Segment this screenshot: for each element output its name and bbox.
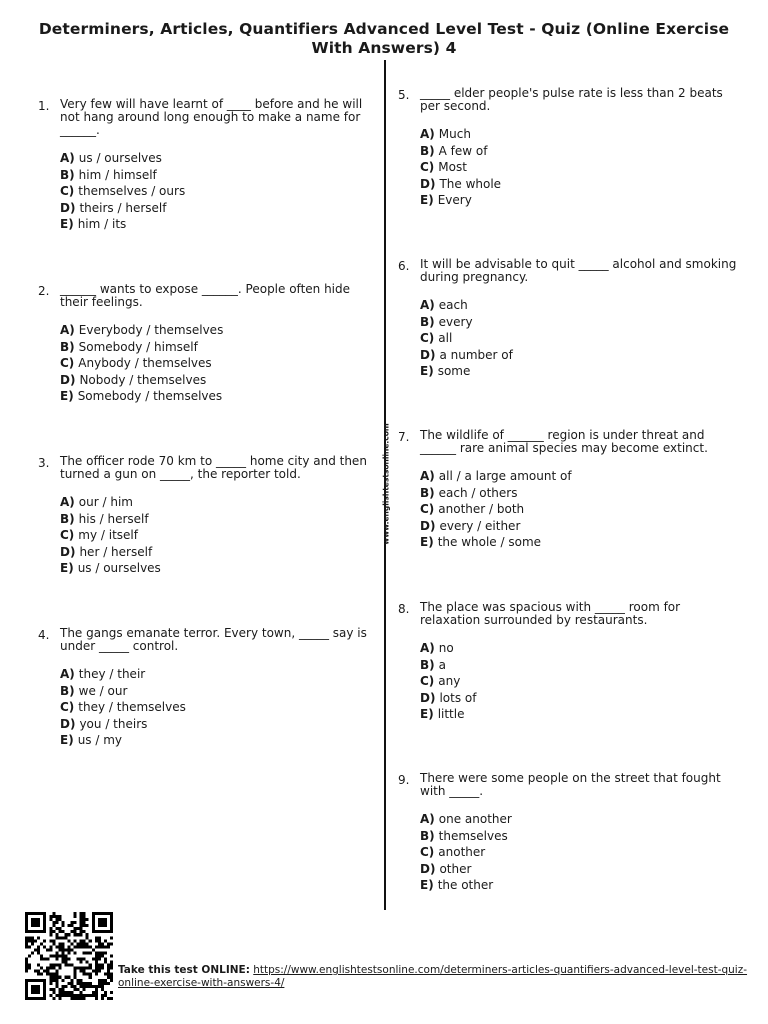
option-c: C) Most bbox=[420, 160, 467, 174]
question-9 bbox=[398, 772, 743, 894]
option-a: A) no bbox=[420, 641, 454, 655]
option-list bbox=[420, 297, 743, 380]
option-c: C) any bbox=[420, 674, 461, 688]
question-text: The wildlife of ______ region is under threat and ______ rare animal species may become extinct. bbox=[420, 428, 708, 455]
question-number: 3. bbox=[38, 456, 50, 470]
option-b: B) every bbox=[420, 314, 473, 329]
option-c: C) all bbox=[420, 331, 453, 345]
option-d: D) other bbox=[420, 861, 472, 876]
option-e: E) some bbox=[420, 364, 471, 378]
option-a: A) us / ourselves bbox=[60, 151, 162, 165]
option-a: A) our / him bbox=[60, 495, 133, 509]
question-4 bbox=[38, 627, 378, 749]
option-list bbox=[420, 468, 743, 551]
question-text: The gangs emanate terror. Every town, _____ say is under _____ control. bbox=[60, 626, 367, 653]
option-c: C) they / themselves bbox=[60, 700, 186, 714]
option-a: A) each bbox=[420, 298, 468, 312]
option-c: C) my / itself bbox=[60, 528, 138, 542]
option-e: E) us / ourselves bbox=[60, 561, 161, 575]
option-b: B) a bbox=[420, 657, 446, 672]
option-e: E) us / my bbox=[60, 733, 123, 747]
footer bbox=[118, 964, 748, 990]
vertical-site-url: www.englishtestsonline.com bbox=[381, 423, 391, 545]
option-e: E) the other bbox=[420, 878, 494, 892]
option-list bbox=[60, 666, 378, 749]
question-6 bbox=[398, 258, 743, 380]
question-number: 9. bbox=[398, 773, 410, 787]
option-c: C) another bbox=[420, 845, 486, 859]
question-8 bbox=[398, 601, 743, 723]
option-b: B) his / herself bbox=[60, 511, 149, 526]
option-b: B) each / others bbox=[420, 485, 518, 500]
qr-code-icon[interactable] bbox=[25, 912, 113, 1000]
question-number: 5. bbox=[398, 88, 410, 102]
option-c: C) another / both bbox=[420, 502, 525, 516]
option-d: D) her / herself bbox=[60, 544, 153, 559]
option-b: B) themselves bbox=[420, 828, 508, 843]
question-text: There were some people on the street that fought with _____. bbox=[420, 771, 721, 798]
option-c: C) themselves / ours bbox=[60, 184, 186, 198]
option-list bbox=[60, 322, 378, 405]
option-d: D) a number of bbox=[420, 347, 513, 362]
option-b: B) A few of bbox=[420, 143, 488, 158]
question-text: Very few will have learnt of ____ before and he will not hang around long enough to make a name for ______. bbox=[60, 97, 363, 137]
option-d: D) The whole bbox=[420, 176, 502, 191]
question-1 bbox=[38, 98, 378, 233]
option-a: A) Much bbox=[420, 127, 471, 141]
option-d: D) every / either bbox=[420, 518, 521, 533]
question-5 bbox=[398, 87, 743, 209]
question-number: 8. bbox=[398, 602, 410, 616]
option-a: A) one another bbox=[420, 812, 512, 826]
option-list bbox=[420, 126, 743, 209]
option-d: D) theirs / herself bbox=[60, 200, 167, 215]
option-list bbox=[60, 150, 378, 233]
option-list bbox=[60, 494, 378, 577]
option-b: B) we / our bbox=[60, 683, 128, 698]
question-number: 7. bbox=[398, 430, 410, 444]
option-e: E) the whole / some bbox=[420, 535, 542, 549]
question-number: 2. bbox=[38, 284, 50, 298]
option-c: C) Anybody / themselves bbox=[60, 356, 212, 370]
option-e: E) little bbox=[420, 707, 465, 721]
question-text: It will be advisable to quit _____ alcohol and smoking during pregnancy. bbox=[420, 257, 737, 284]
option-d: D) you / theirs bbox=[60, 716, 148, 731]
question-2 bbox=[38, 283, 378, 405]
question-number: 6. bbox=[398, 259, 410, 273]
option-list bbox=[420, 640, 743, 723]
option-e: E) Somebody / themselves bbox=[60, 389, 223, 403]
option-list bbox=[420, 811, 743, 894]
footer-label: Take this test ONLINE: bbox=[118, 964, 250, 976]
question-number: 4. bbox=[38, 628, 50, 642]
question-3 bbox=[38, 455, 378, 577]
option-a: A) they / their bbox=[60, 667, 146, 681]
question-number: 1. bbox=[38, 99, 50, 113]
option-a: A) all / a large amount of bbox=[420, 469, 572, 483]
option-b: B) Somebody / himself bbox=[60, 339, 198, 354]
question-7 bbox=[398, 429, 743, 551]
option-d: D) lots of bbox=[420, 690, 477, 705]
option-e: E) him / its bbox=[60, 217, 127, 231]
document-title: Determiners, Articles, Quantifiers Advanced Level Test - Quiz (Online Exercise With Answers) 4 bbox=[38, 20, 730, 57]
question-text: ______ wants to expose ______. People often hide their feelings. bbox=[60, 282, 351, 309]
question-text: _____ elder people's pulse rate is less than 2 beats per second. bbox=[420, 86, 723, 113]
test-online-link[interactable]: https://www.englishtestsonline.com/determiners-articles-quantifiers-advanced-level-test-quiz-online-exercise-with-answers-4/ bbox=[118, 964, 748, 989]
option-a: A) Everybody / themselves bbox=[60, 323, 224, 337]
option-b: B) him / himself bbox=[60, 167, 157, 182]
option-e: E) Every bbox=[420, 193, 472, 207]
question-text: The place was spacious with _____ room for relaxation surrounded by restaurants. bbox=[420, 600, 681, 627]
option-d: D) Nobody / themselves bbox=[60, 372, 207, 387]
question-text: The officer rode 70 km to _____ home city and then turned a gun on _____, the reporter told. bbox=[60, 454, 367, 481]
